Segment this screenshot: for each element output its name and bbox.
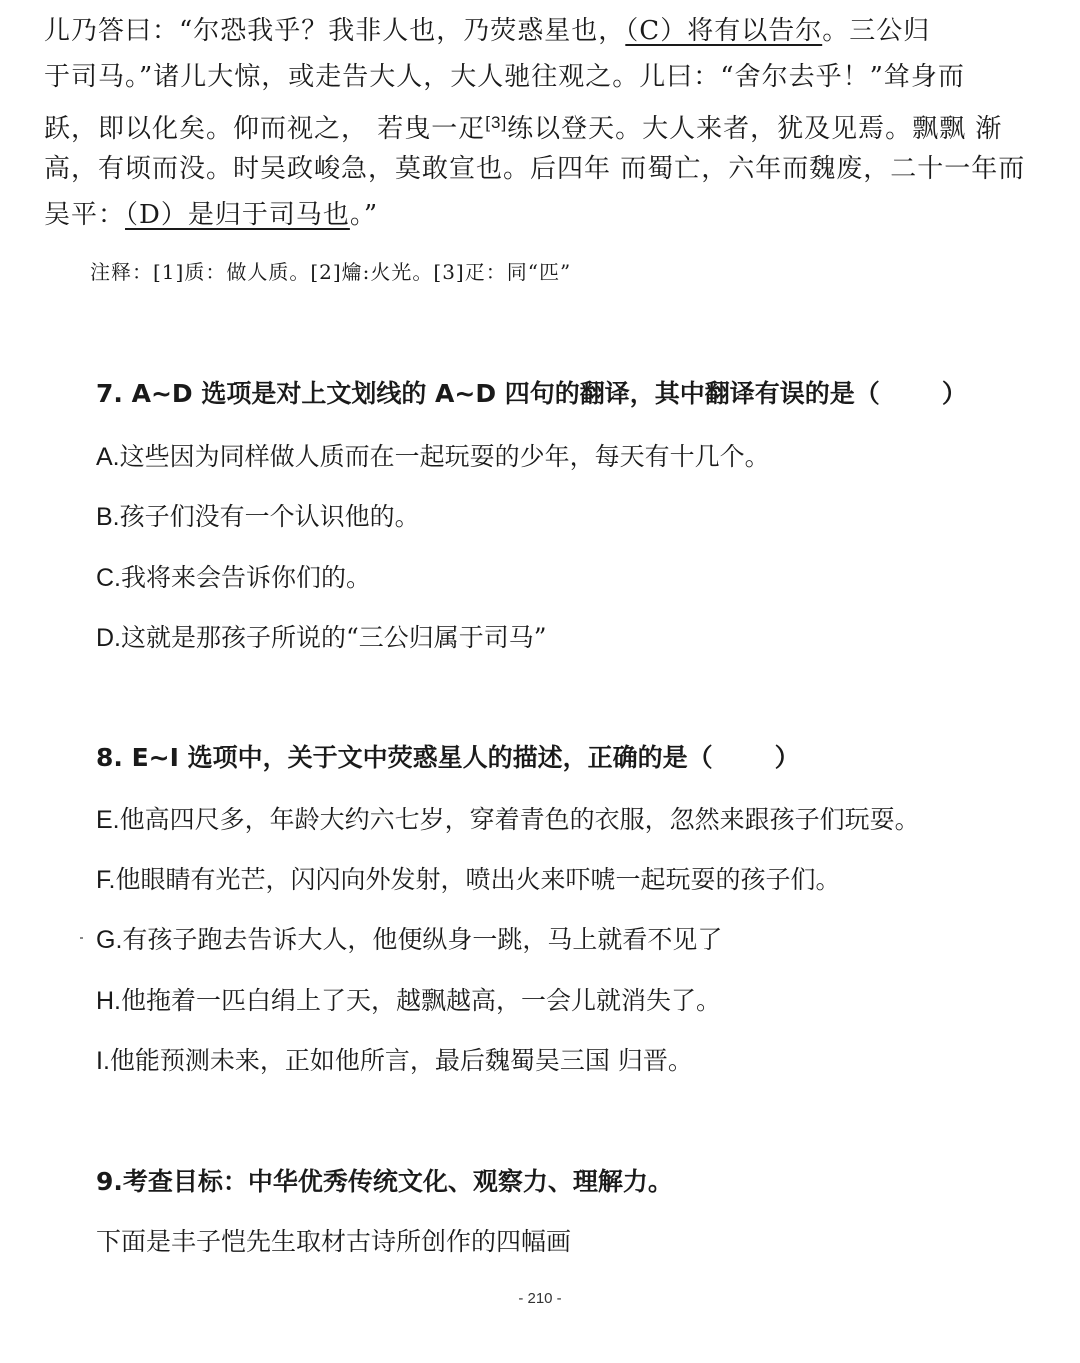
passage-line-3: 跃，即以化矣。仰而视之， 若曳一疋[3]练以登天。大人来者，犹及见焉。飘飘 渐 [44,113,1003,144]
scan-speck [80,937,83,939]
question-7-option-c: C.我将来会告诉你们的。 [96,563,372,592]
question-8-title: 8. E~I 选项中，关于文中荧惑星人的描述，正确的是（ ） [96,743,800,772]
page-number: - 210 - [518,1290,562,1307]
passage-line-5: 吴平：（D）是归于司马也。” [44,200,379,230]
underlined-sentence-d: （D）是归于司马也 [125,200,350,230]
question-8-option-i: I.他能预测未来，正如他所言，最后魏蜀吴三国 归晋。 [96,1046,693,1075]
question-8-option-g: G.有孩子跑去告诉大人，他便纵身一跳，马上就看不见了 [96,925,723,954]
footnote-marker-3: [3] [485,113,508,132]
question-7-title: 7. A~D 选项是对上文划线的 A~D 四句的翻译，其中翻译有误的是（ ） [96,379,967,408]
question-9-title: 9.考查目标：中华优秀传统文化、观察力、理解力。 [96,1167,673,1196]
question-7-option-a: A.这些因为同样做人质而在一起玩耍的少年，每天有十几个。 [96,442,770,471]
passage-line-2: 于司马。”诸儿大惊，或走告大人，大人驰往观之。儿曰：“舍尔去乎！”耸身而 [44,62,965,92]
passage-line-1: 儿乃答曰：“尔恐我乎？我非人也，乃荧惑星也，（C）将有以告尔。三公归 [44,16,931,46]
passage-line-4: 高，有顷而没。时吴政峻急，莫敢宣也。后四年 而蜀亡，六年而魏废，二十一年而 [44,154,1026,184]
question-8-option-f: F.他眼睛有光芒，闪闪向外发射，喷出火来吓唬一起玩耍的孩子们。 [96,865,841,894]
question-7-option-d: D.这就是那孩子所说的“三公归属于司马” [96,623,547,652]
underlined-sentence-c: （C）将有以告尔 [625,16,823,46]
annotation-notes: 注释：[1]质：做人质。[2]爚:火光。[3]疋：同“匹” [90,260,572,284]
question-7-option-b: B.孩子们没有一个认识他的。 [96,502,420,531]
question-8-option-e: E.他高四尺多，年龄大约六七岁，穿着青色的衣服，忽然来跟孩子们玩耍。 [96,805,920,834]
question-9-text: 下面是丰子恺先生取材古诗所创作的四幅画 [96,1227,572,1256]
classical-passage [44,8,1026,238]
question-8-option-h: H.他拖着一匹白绢上了天，越飘越高，一会儿就消失了。 [96,986,722,1015]
